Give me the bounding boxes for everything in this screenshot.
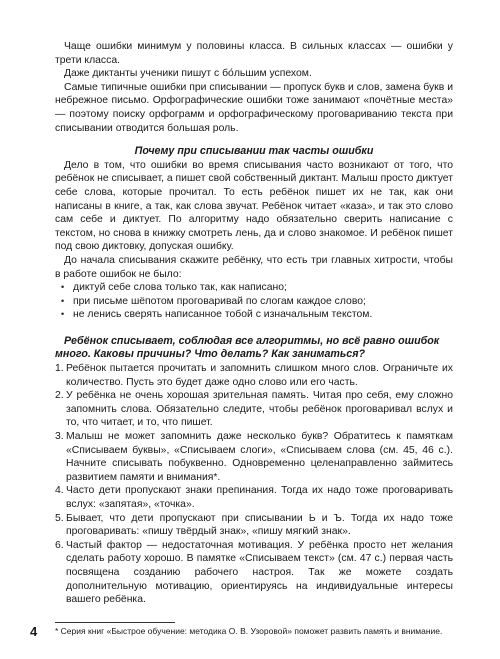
intro-paragraph-3: Самые типичные ошибки при списывании — пропуск букв и слов, замена букв и небрежное письмо. Орфографические ошибки тоже занимают «почётные места» — поэтому поиску орфограмм и орфографическому проговариванию текста при списывании отводится большая роль. [55, 81, 453, 134]
tip-item: • диктуй себе слова только так, как написано; [61, 281, 453, 295]
intro-paragraph-1: Чаще ошибки минимум у половины класса. В сильных классах — ошибки у трети класса. [55, 41, 453, 66]
section-heading-why-errors: Почему при списывании так часты ошибки [134, 145, 374, 158]
page-content [55, 40, 453, 607]
cause-item: 4. Часто дети пропускают знаки препинания. Тогда их надо тоже проговаривать вслух: «запятая», «точка». [55, 485, 453, 510]
intro-paragraph-2: Даже диктанты ученики пишут с бо́льшим успехом. [64, 68, 312, 80]
causes-list [55, 362, 453, 607]
section1-paragraph-2: До начала списывания скажите ребёнку, что есть три главных хитрости, чтобы в работе ошибок не было: [55, 254, 453, 280]
section-heading-causes: Ребёнок списывает, соблюдая все алгоритмы, но всё равно ошибок много. Каковы причины? Что делать? Как заниматься? [55, 334, 440, 361]
footnote: * Серия книг «Быстрое обучение: методика О. В. Узоровой» поможет развить память и внимание. [55, 626, 443, 636]
section1-paragraph-1: Дело в том, что ошибки во время списывания часто возникают от того, что ребёнок не списывает, а пишет свой собственный диктант. Малыш просто диктует себе слова, которые прочитал. То есть ребёнок пишет их не так, как они написаны в книге, а так, как слова звучат. Ребёнок читает «каза», и так это слово сам себе и диктует. По алгоритму надо обязательно сверить написание с текстом, но снова в книжку смотреть лень, да и слово знакомое. И ребёнок пишет под свою диктовку, допуская ошибку. [55, 159, 453, 253]
tips-list [61, 281, 453, 322]
footnote-divider [55, 622, 175, 623]
page-number: 4 [30, 624, 38, 639]
cause-item: 3. Малыш не может запомнить даже несколько букв? Обратитесь к памяткам «Списываем буквы», «Списываем слоги», «Списываем слова (см. 45, 46 с.). Начните списывать побуквенно. Одновременно целенаправленно займитесь развитием памяти и внимания*. [55, 431, 453, 483]
tip-item: • не ленись сверять написанное тобой с изначальным текстом. [61, 308, 453, 322]
tip-item: • при письме шёпотом проговаривай по слогам каждое слово; [61, 295, 453, 309]
cause-item: 2. У ребёнка не очень хорошая зрительная память. Читая про себя, ему сложно запомнить слова. Обязательно следите, чтобы ребёнок проговаривал вслух и то, что читает, и то, что пишет. [55, 390, 453, 429]
cause-item: 5. Бывает, что дети пропускают при списывании Ь и Ъ. Тогда их надо тоже проговаривать: «пишу твёрдый знак», «пишу мягкий знак». [55, 512, 453, 538]
cause-item: 6. Частый фактор — недостаточная мотивация. У ребёнка просто нет желания сделать работу хорошо. В памятке «Списываем текст» (см. 47 с.) первая часть посвящена созданию рабочего настроя. Так же можете создать дополнительную мотивацию, ориентируясь на индивидуальные интересы вашего ребёнка. [55, 539, 453, 606]
cause-item: 1. Ребёнок пытается прочитать и запомнить слишком много слов. Ограничьте их количество. Пусть это будет даже одно слово или его часть. [55, 363, 453, 388]
